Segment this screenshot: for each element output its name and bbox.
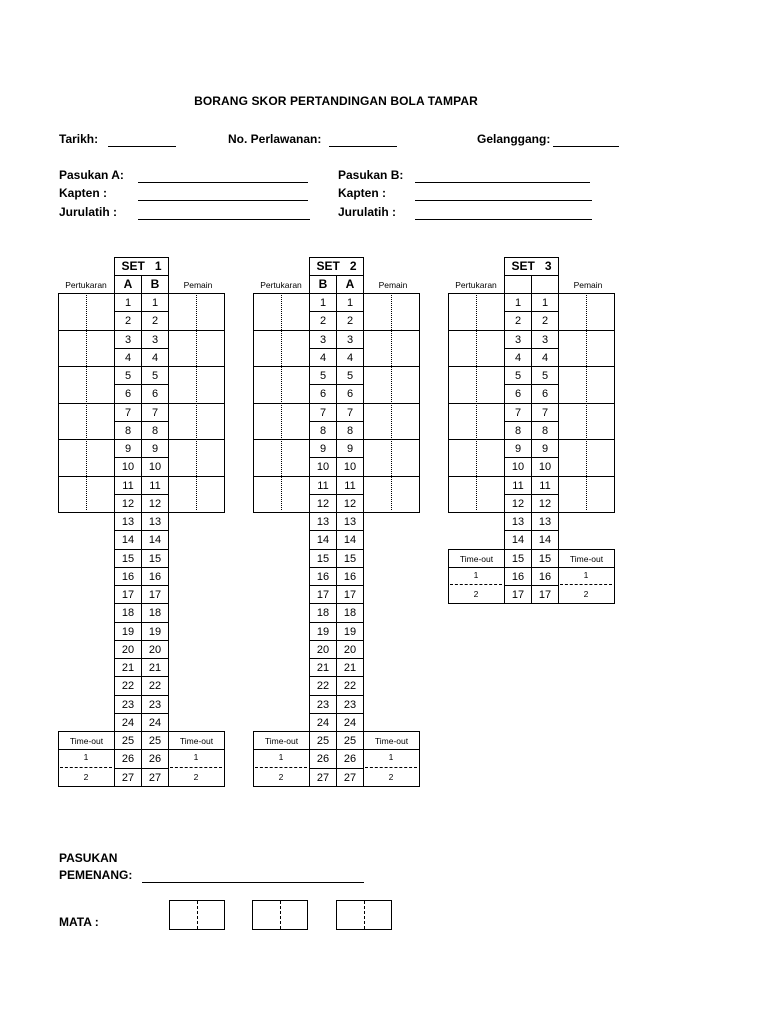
point-cell[interactable]: 4 [504,348,532,367]
point-cell[interactable]: 5 [114,366,142,385]
point-cell[interactable]: 2 [141,311,169,330]
point-cell[interactable]: 25 [114,731,142,750]
point-cell[interactable]: 9 [531,439,559,458]
point-cell[interactable]: 7 [531,403,559,422]
substitution-divider [86,295,87,510]
point-cell[interactable]: 5 [504,366,532,385]
timeout-header-right: Time-out [168,731,225,750]
point-cell[interactable]: 12 [141,494,169,513]
point-cell[interactable]: 24 [141,713,169,732]
point-cell[interactable]: 9 [114,439,142,458]
point-cell[interactable]: 17 [141,585,169,604]
point-cell[interactable]: 22 [336,676,364,695]
point-cell[interactable]: 21 [141,658,169,677]
pertukaran-label: Pertukaran [65,280,107,290]
gelanggang-label: Gelanggang: [477,132,551,146]
point-cell[interactable]: 11 [114,476,142,495]
point-cell[interactable]: 20 [114,640,142,659]
point-cell[interactable]: 3 [141,330,169,349]
set-number: 2 [346,259,357,273]
point-cell[interactable]: 17 [114,585,142,604]
set-3-team-left [504,275,532,294]
timeout-2-label: 2 [278,771,284,782]
point-cell[interactable]: 17 [531,585,559,604]
set-number: 1 [151,259,162,273]
point-cell[interactable]: 15 [114,549,142,568]
set-number: 3 [541,259,552,273]
point-cell[interactable]: 13 [531,512,559,531]
point-cell[interactable]: 23 [114,695,142,714]
timeout-2-label: 2 [583,589,589,599]
point-cell[interactable]: 4 [336,348,364,367]
point-cell[interactable]: 19 [309,622,337,641]
point-cell[interactable]: 17 [336,585,364,604]
point-cell[interactable]: 8 [504,421,532,440]
set-3-team-right [531,275,559,294]
point-cell[interactable]: 5 [336,366,364,385]
pemain-label: Pemain [378,280,408,290]
tarikh-label: Tarikh: [59,132,99,146]
point-cell[interactable]: 11 [504,476,532,495]
point-cell[interactable]: 3 [504,330,532,349]
timeout-divider [60,767,112,768]
player-divider [196,295,197,510]
point-cell[interactable]: 4 [114,348,142,367]
player-divider [586,295,587,510]
point-cell[interactable]: 13 [114,512,142,531]
point-cell[interactable]: 8 [141,421,169,440]
point-cell[interactable]: 16 [114,567,142,586]
point-cell[interactable]: 13 [504,512,532,531]
set-1-header [114,257,169,276]
point-cell[interactable]: 10 [504,457,532,476]
tarikh-field[interactable] [108,146,176,147]
point-cell[interactable]: 12 [336,494,364,513]
point-cell[interactable]: 26 [114,749,142,768]
point-cell[interactable]: 14 [114,530,142,549]
point-cell[interactable]: 7 [309,403,337,422]
timeout-divider [450,584,502,585]
point-cell[interactable]: 6 [504,384,532,403]
point-cell[interactable]: 22 [309,676,337,695]
pasukan-a-label: Pasukan A: [59,168,124,182]
point-cell[interactable]: 15 [141,549,169,568]
form-title: BORANG SKOR PERTANDINGAN BOLA TAMPAR [194,94,478,108]
point-cell[interactable]: 23 [309,695,337,714]
point-cell[interactable]: 3 [114,330,142,349]
point-cell[interactable]: 26 [309,749,337,768]
set-label: SET [511,259,542,273]
point-cell[interactable]: 20 [141,640,169,659]
pertukaran-label: Pertukaran [455,280,497,290]
point-cell[interactable]: 7 [504,403,532,422]
set-2-team-right: A [336,275,364,294]
timeout-header-left: Time-out [253,731,310,750]
point-cell[interactable]: 14 [531,530,559,549]
jurulatih-b-field[interactable] [415,219,592,220]
point-cell[interactable]: 13 [309,512,337,531]
point-cell[interactable]: 4 [309,348,337,367]
point-cell[interactable]: 6 [531,384,559,403]
set-3-header [504,257,559,276]
point-cell[interactable]: 11 [309,476,337,495]
point-cell[interactable]: 6 [336,384,364,403]
timeout-2-label: 2 [473,589,479,599]
point-cell[interactable]: 11 [141,476,169,495]
point-cell[interactable]: 24 [114,713,142,732]
point-cell[interactable]: 27 [114,768,142,787]
kapten-b-field[interactable] [415,200,592,201]
pasukan-pemenang-label-1: PASUKAN [59,851,118,865]
set-2-team-left: B [309,275,337,294]
timeout-1-label: 1 [583,569,589,580]
point-cell[interactable]: 13 [141,512,169,531]
point-cell[interactable]: 7 [114,403,142,422]
point-cell[interactable]: 16 [531,567,559,586]
point-cell[interactable]: 1 [114,293,142,312]
set-1-team-left: A [114,275,142,294]
point-cell[interactable]: 2 [114,311,142,330]
point-cell[interactable]: 1 [141,293,169,312]
timeout-header-right: Time-out [363,731,420,750]
point-cell[interactable]: 10 [114,457,142,476]
point-cell[interactable]: 6 [114,384,142,403]
point-cell[interactable]: 25 [309,731,337,750]
mata-box-set-2[interactable] [252,900,308,930]
timeout-header-left: Time-out [448,549,505,568]
point-cell[interactable]: 22 [114,676,142,695]
point-cell[interactable]: 5 [531,366,559,385]
point-cell[interactable]: 10 [531,457,559,476]
point-cell[interactable]: 8 [114,421,142,440]
point-cell[interactable]: 9 [309,439,337,458]
point-cell[interactable]: 6 [141,384,169,403]
point-cell[interactable]: 8 [336,421,364,440]
point-cell[interactable]: 18 [336,603,364,622]
point-cell[interactable]: 20 [309,640,337,659]
jurulatih-b-label: Jurulatih : [338,205,397,219]
kapten-b-label: Kapten : [338,186,386,200]
point-cell[interactable]: 3 [531,330,559,349]
point-cell[interactable]: 1 [309,293,337,312]
point-cell[interactable]: 14 [504,530,532,549]
point-cell[interactable]: 9 [141,439,169,458]
point-cell[interactable]: 2 [531,311,559,330]
point-cell[interactable]: 16 [309,567,337,586]
point-cell[interactable]: 10 [336,457,364,476]
kapten-a-field[interactable] [138,200,308,201]
point-cell[interactable]: 2 [309,311,337,330]
point-cell[interactable]: 26 [336,749,364,768]
pasukan-pemenang-label-2: PEMENANG: [59,868,133,882]
pertukaran-label: Pertukaran [260,280,302,290]
point-cell[interactable]: 26 [141,749,169,768]
point-cell[interactable]: 27 [141,768,169,787]
point-cell[interactable]: 18 [309,603,337,622]
player-divider [391,295,392,510]
set-1-team-right: B [141,275,169,294]
pemain-label: Pemain [183,280,213,290]
point-cell[interactable]: 12 [504,494,532,513]
point-cell[interactable]: 14 [309,530,337,549]
point-cell[interactable]: 2 [504,311,532,330]
point-cell[interactable]: 10 [141,457,169,476]
point-cell[interactable]: 15 [504,549,532,568]
point-cell[interactable]: 17 [504,585,532,604]
mata-box-set-3[interactable] [336,900,392,930]
pasukan-a-field[interactable] [138,182,308,183]
mata-box-set-1[interactable] [169,900,225,930]
point-cell[interactable]: 25 [336,731,364,750]
timeout-1-label: 1 [83,752,89,763]
point-cell[interactable]: 11 [531,476,559,495]
point-cell[interactable]: 19 [336,622,364,641]
point-cell[interactable]: 5 [141,366,169,385]
timeout-header-left: Time-out [58,731,115,750]
point-cell[interactable]: 19 [141,622,169,641]
point-cell[interactable]: 11 [336,476,364,495]
point-cell[interactable]: 3 [336,330,364,349]
point-cell[interactable]: 7 [336,403,364,422]
point-cell[interactable]: 18 [114,603,142,622]
timeout-1-label: 1 [388,752,394,763]
point-cell[interactable]: 8 [531,421,559,440]
point-cell[interactable]: 8 [309,421,337,440]
point-cell[interactable]: 23 [336,695,364,714]
point-cell[interactable]: 27 [336,768,364,787]
point-cell[interactable]: 21 [336,658,364,677]
point-cell[interactable]: 27 [309,768,337,787]
point-cell[interactable]: 18 [141,603,169,622]
point-cell[interactable]: 12 [309,494,337,513]
pasukan-b-field[interactable] [415,182,590,183]
perlawanan-label: No. Perlawanan: [228,132,322,146]
pasukan-pemenang-field[interactable] [142,882,364,883]
timeout-divider [365,767,417,768]
point-cell[interactable]: 4 [531,348,559,367]
point-cell[interactable]: 15 [336,549,364,568]
set-label: SET [121,259,152,273]
point-cell[interactable]: 16 [504,567,532,586]
timeout-2-label: 2 [193,771,199,782]
point-cell[interactable]: 10 [309,457,337,476]
point-cell[interactable]: 1 [531,293,559,312]
timeout-divider [170,767,222,768]
point-cell[interactable]: 16 [336,567,364,586]
kapten-a-label: Kapten : [59,186,107,200]
substitution-divider [281,295,282,510]
point-cell[interactable]: 5 [309,366,337,385]
timeout-divider [255,767,307,768]
pemain-label: Pemain [573,280,603,290]
point-cell[interactable]: 12 [114,494,142,513]
point-cell[interactable]: 19 [114,622,142,641]
point-cell[interactable]: 14 [141,530,169,549]
timeout-divider [560,584,612,585]
point-cell[interactable]: 21 [309,658,337,677]
gelanggang-field[interactable] [553,146,619,147]
point-cell[interactable]: 21 [114,658,142,677]
jurulatih-a-label: Jurulatih : [59,205,118,219]
point-cell[interactable]: 2 [336,311,364,330]
timeout-1-label: 1 [193,752,199,763]
timeout-1-label: 1 [473,569,479,580]
jurulatih-a-field[interactable] [138,219,310,220]
timeout-header-right: Time-out [558,549,615,568]
substitution-divider [476,295,477,510]
point-cell[interactable]: 13 [336,512,364,531]
timeout-2-label: 2 [388,771,394,782]
mata-label: MATA : [59,915,99,929]
point-cell[interactable]: 1 [504,293,532,312]
set-2-header [309,257,364,276]
set-label: SET [316,259,347,273]
point-cell[interactable]: 15 [531,549,559,568]
point-cell[interactable]: 3 [309,330,337,349]
point-cell[interactable]: 16 [141,567,169,586]
point-cell[interactable]: 20 [336,640,364,659]
point-cell[interactable]: 23 [141,695,169,714]
point-cell[interactable]: 9 [336,439,364,458]
point-cell[interactable]: 17 [309,585,337,604]
point-cell[interactable]: 1 [336,293,364,312]
point-cell[interactable]: 24 [309,713,337,732]
perlawanan-field[interactable] [329,146,397,147]
point-cell[interactable]: 6 [309,384,337,403]
point-cell[interactable]: 22 [141,676,169,695]
point-cell[interactable]: 24 [336,713,364,732]
point-cell[interactable]: 25 [141,731,169,750]
point-cell[interactable]: 14 [336,530,364,549]
point-cell[interactable]: 7 [141,403,169,422]
point-cell[interactable]: 4 [141,348,169,367]
point-cell[interactable]: 15 [309,549,337,568]
timeout-1-label: 1 [278,752,284,763]
point-cell[interactable]: 9 [504,439,532,458]
point-cell[interactable]: 12 [531,494,559,513]
pasukan-b-label: Pasukan B: [338,168,404,182]
timeout-2-label: 2 [83,771,89,782]
